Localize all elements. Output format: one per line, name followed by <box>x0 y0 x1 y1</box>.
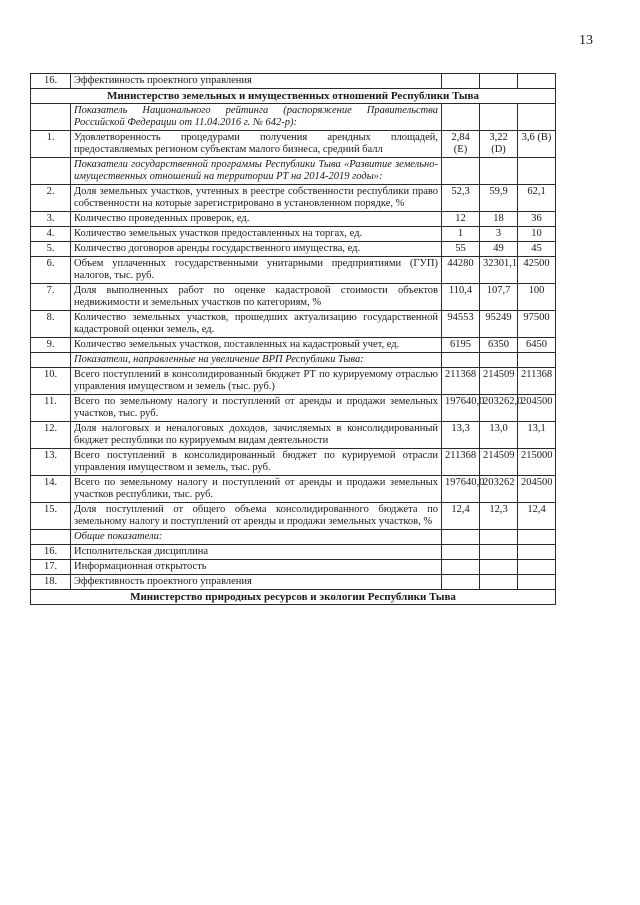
indicator-name: Эффективность проектного управления <box>71 74 442 89</box>
value-col-2 <box>480 560 518 575</box>
value-col-2: 107,7 <box>480 284 518 311</box>
indicator-row <box>31 449 556 476</box>
value-col-3: 215000 <box>518 449 556 476</box>
indicator-row <box>31 368 556 395</box>
indicator-row <box>31 311 556 338</box>
value-col-2: 18 <box>480 212 518 227</box>
row-number: 8. <box>31 311 71 338</box>
value-col-3: 204500 <box>518 476 556 503</box>
value-col-2: 203262 <box>480 476 518 503</box>
indicator-name: Доля земельных участков, учтенных в реестре собственности республики право собственности на которые зарегистрировано в установленном порядке, % <box>71 185 442 212</box>
indicator-name: Всего поступлений в консолидированный бюджет по курируемой отрасли управления имуществом и земель, тыс. руб. <box>71 449 442 476</box>
indicator-row <box>31 227 556 242</box>
indicator-group-row <box>31 104 556 131</box>
value-col-2: 59,9 <box>480 185 518 212</box>
indicator-row <box>31 257 556 284</box>
row-number: 9. <box>31 338 71 353</box>
indicator-name: Объем уплаченных государственными унитарными предприятиями (ГУП) налогов, тыс. руб. <box>71 257 442 284</box>
value-col-3: 42500 <box>518 257 556 284</box>
value-col-3: 204500 <box>518 395 556 422</box>
indicator-name: Доля налоговых и неналоговых доходов, зачисляемых в консолидированный бюджет республики по курируемым видам деятельности <box>71 422 442 449</box>
value-col-1 <box>442 545 480 560</box>
value-col-1 <box>442 104 480 131</box>
value-col-3: 45 <box>518 242 556 257</box>
value-col-3: 62,1 <box>518 185 556 212</box>
indicator-name: Доля поступлений от общего объема консолидированного бюджета по земельному налогу и поступлений от аренды и продажи земельных участков, % <box>71 503 442 530</box>
row-number: 16. <box>31 545 71 560</box>
value-col-1: 211368 <box>442 449 480 476</box>
value-col-3 <box>518 353 556 368</box>
indicator-row <box>31 242 556 257</box>
indicator-row <box>31 395 556 422</box>
indicator-row <box>31 503 556 530</box>
row-number <box>31 353 71 368</box>
indicator-name: Показатель Национального рейтинга (распоряжение Правительства Российской Федерации от 11.04.2016 г. № 642-р): <box>71 104 442 131</box>
value-col-1 <box>442 560 480 575</box>
value-col-3 <box>518 530 556 545</box>
value-col-1: 197640,0 <box>442 395 480 422</box>
value-col-1: 1 <box>442 227 480 242</box>
row-number: 5. <box>31 242 71 257</box>
ministry-section-row <box>31 590 556 605</box>
indicator-name: Количество земельных участков, прошедших актуализацию государственной кадастровой оценки земель, ед. <box>71 311 442 338</box>
row-number: 10. <box>31 368 71 395</box>
value-col-3: 10 <box>518 227 556 242</box>
value-col-1: 2,84 (Е) <box>442 131 480 158</box>
row-number <box>31 530 71 545</box>
indicator-name: Эффективность проектного управления <box>71 575 442 590</box>
indicator-group-row <box>31 158 556 185</box>
value-col-3 <box>518 545 556 560</box>
value-col-2 <box>480 353 518 368</box>
indicator-name: Показатели, направленные на увеличение ВРП Республики Тыва: <box>71 353 442 368</box>
row-number: 13. <box>31 449 71 476</box>
value-col-2 <box>480 575 518 590</box>
value-col-1: 13,3 <box>442 422 480 449</box>
value-col-3: 6450 <box>518 338 556 353</box>
row-number: 18. <box>31 575 71 590</box>
value-col-1 <box>442 158 480 185</box>
indicator-name: Исполнительская дисциплина <box>71 545 442 560</box>
indicator-name: Количество земельных участков, поставленных на кадастровый учет, ед. <box>71 338 442 353</box>
value-col-2: 214509 <box>480 449 518 476</box>
value-col-2: 13,0 <box>480 422 518 449</box>
indicator-row <box>31 284 556 311</box>
row-number: 1. <box>31 131 71 158</box>
value-col-1: 12,4 <box>442 503 480 530</box>
row-number: 11. <box>31 395 71 422</box>
value-col-1: 6195 <box>442 338 480 353</box>
indicator-name: Общие показатели: <box>71 530 442 545</box>
value-col-1 <box>442 530 480 545</box>
row-number: 4. <box>31 227 71 242</box>
value-col-1: 197640,0 <box>442 476 480 503</box>
indicator-row <box>31 131 556 158</box>
value-col-2: 95249 <box>480 311 518 338</box>
value-col-2: 3,22 (D) <box>480 131 518 158</box>
value-col-2 <box>480 545 518 560</box>
indicator-row <box>31 476 556 503</box>
indicator-name: Количество договоров аренды государственного имущества, ед. <box>71 242 442 257</box>
row-number: 17. <box>31 560 71 575</box>
row-number: 2. <box>31 185 71 212</box>
ministry-section-row <box>31 89 556 104</box>
value-col-3 <box>518 158 556 185</box>
value-col-2: 12,3 <box>480 503 518 530</box>
value-col-1: 52,3 <box>442 185 480 212</box>
row-number <box>31 104 71 131</box>
page-number: 13 <box>579 33 593 48</box>
indicator-row <box>31 185 556 212</box>
indicator-name: Всего по земельному налогу и поступлений от аренды и продажи земельных участков, тыс. руб. <box>71 395 442 422</box>
value-col-3 <box>518 575 556 590</box>
value-col-3 <box>518 74 556 89</box>
value-col-2 <box>480 530 518 545</box>
value-col-2: 3 <box>480 227 518 242</box>
indicator-name: Удовлетворенность процедурами получения арендных площадей, предоставляемых регионом субъектам малого бизнеса, средний балл <box>71 131 442 158</box>
indicator-row <box>31 575 556 590</box>
value-col-2: 6350 <box>480 338 518 353</box>
row-number: 16. <box>31 74 71 89</box>
value-col-2 <box>480 158 518 185</box>
value-col-3 <box>518 104 556 131</box>
value-col-1: 94553 <box>442 311 480 338</box>
indicator-row <box>31 560 556 575</box>
indicator-name: Количество земельных участков предоставленных на торгах, ед. <box>71 227 442 242</box>
value-col-1 <box>442 353 480 368</box>
indicator-name: Показатели государственной программы Республики Тыва «Развитие земельно-имущественных отношений на территории РТ на 2014-2019 годы»: <box>71 158 442 185</box>
indicator-row <box>31 545 556 560</box>
value-col-2: 214509 <box>480 368 518 395</box>
value-col-2: 203262,0 <box>480 395 518 422</box>
row-number: 12. <box>31 422 71 449</box>
row-number: 6. <box>31 257 71 284</box>
indicator-name: Всего по земельному налогу и поступлений от аренды и продажи земельных участков республики, тыс. руб. <box>71 476 442 503</box>
ministry-title: Министерство природных ресурсов и экологии Республики Тыва <box>31 590 556 605</box>
row-number: 14. <box>31 476 71 503</box>
row-number <box>31 158 71 185</box>
row-number: 3. <box>31 212 71 227</box>
value-col-1: 55 <box>442 242 480 257</box>
value-col-3: 12,4 <box>518 503 556 530</box>
value-col-1 <box>442 575 480 590</box>
value-col-3: 100 <box>518 284 556 311</box>
row-number: 15. <box>31 503 71 530</box>
indicators-table <box>30 73 556 605</box>
indicator-group-row <box>31 353 556 368</box>
indicator-name: Информационная открытость <box>71 560 442 575</box>
value-col-3: 13,1 <box>518 422 556 449</box>
row-number: 7. <box>31 284 71 311</box>
value-col-1 <box>442 74 480 89</box>
value-col-3: 97500 <box>518 311 556 338</box>
indicator-name: Доля выполненных работ по оценке кадастровой стоимости объектов недвижимости и земельных участков по категориям, % <box>71 284 442 311</box>
value-col-3: 3,6 (В) <box>518 131 556 158</box>
indicators-table-body <box>31 74 556 605</box>
value-col-3 <box>518 560 556 575</box>
indicator-row <box>31 212 556 227</box>
indicator-name: Количество проведенных проверок, ед. <box>71 212 442 227</box>
indicator-name: Всего поступлений в консолидированный бюджет РТ по курируемому отраслью управления имуществом и земель (тыс. руб.) <box>71 368 442 395</box>
indicator-row <box>31 422 556 449</box>
value-col-1: 12 <box>442 212 480 227</box>
value-col-1: 211368 <box>442 368 480 395</box>
value-col-2: 32301,1 <box>480 257 518 284</box>
indicator-row <box>31 338 556 353</box>
indicator-group-row <box>31 530 556 545</box>
value-col-3: 36 <box>518 212 556 227</box>
value-col-2 <box>480 74 518 89</box>
ministry-title: Министерство земельных и имущественных отношений Республики Тыва <box>31 89 556 104</box>
value-col-2: 49 <box>480 242 518 257</box>
value-col-1: 110,4 <box>442 284 480 311</box>
value-col-2 <box>480 104 518 131</box>
indicator-row <box>31 74 556 89</box>
value-col-1: 44280 <box>442 257 480 284</box>
value-col-3: 211368 <box>518 368 556 395</box>
